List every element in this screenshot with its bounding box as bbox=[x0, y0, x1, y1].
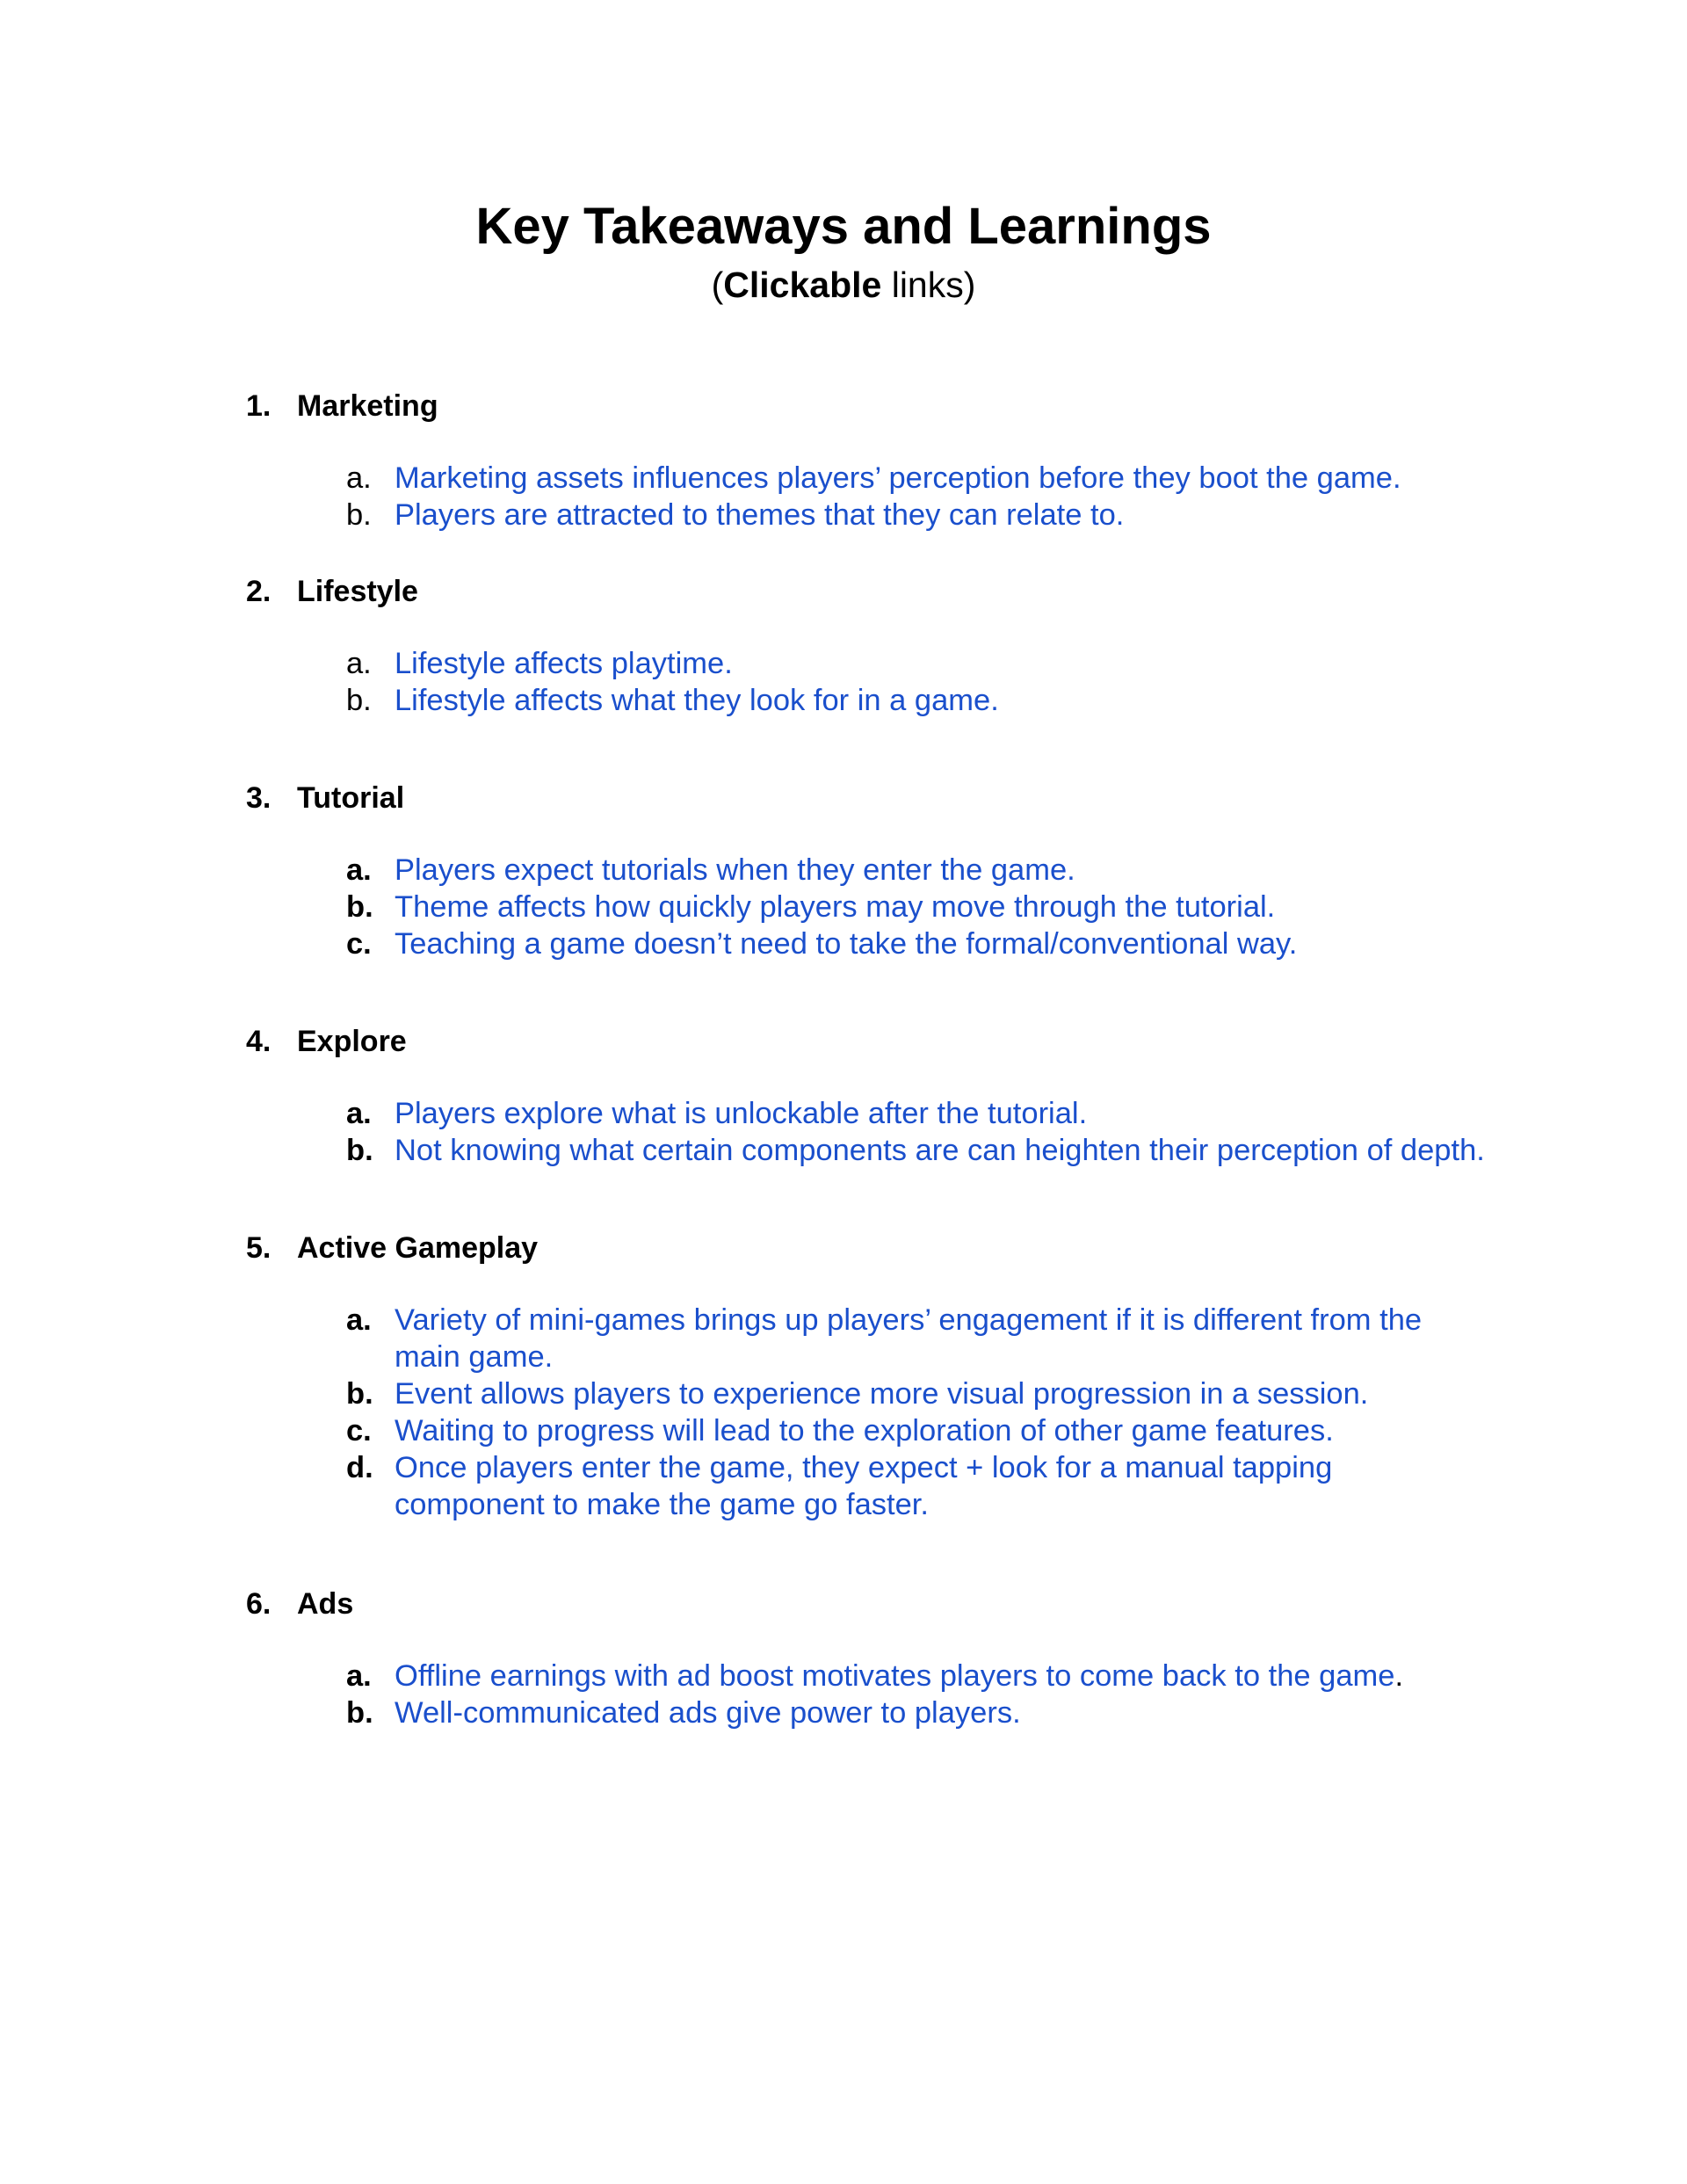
section-label: Explore bbox=[297, 1025, 407, 1058]
item-letter: a. bbox=[346, 1097, 372, 1130]
takeaway-link[interactable]: Variety of mini-games brings up players’ engagement if it is different from the main game. bbox=[395, 1303, 1423, 1374]
subtitle-open: ( bbox=[711, 265, 724, 305]
section-label: Active Gameplay bbox=[297, 1231, 539, 1265]
item-letter: b. bbox=[346, 684, 372, 717]
section-label: Marketing bbox=[297, 389, 438, 423]
section-number: 6. bbox=[246, 1587, 272, 1621]
takeaway-link[interactable]: Teaching a game doesn’t need to take the formal/conventional way. bbox=[395, 927, 1298, 961]
takeaway-link[interactable]: Players expect tutorials when they enter the game. bbox=[395, 853, 1075, 887]
item-letter: a. bbox=[346, 647, 372, 680]
takeaway-link[interactable]: Players explore what is unlockable after the tutorial. bbox=[395, 1097, 1088, 1130]
item-letter: d. bbox=[346, 1451, 373, 1484]
takeaway-link[interactable]: Once players enter the game, they expect + look for a manual tapping component to make the game go faster. bbox=[395, 1451, 1333, 1521]
item-letter: c. bbox=[346, 1414, 372, 1448]
item-letter: a. bbox=[346, 461, 372, 495]
subtitle-bold: Clickable bbox=[723, 265, 882, 305]
section-label: Ads bbox=[297, 1587, 354, 1621]
page-subtitle bbox=[0, 260, 1687, 309]
trailing-period: . bbox=[1394, 1659, 1404, 1693]
section-number: 3. bbox=[246, 781, 272, 815]
takeaway-link[interactable]: Event allows players to experience more visual progression in a session. bbox=[395, 1377, 1369, 1411]
section-label: Lifestyle bbox=[297, 575, 418, 608]
section-number: 2. bbox=[246, 575, 272, 608]
item-letter: b. bbox=[346, 1134, 373, 1167]
item-letter: b. bbox=[346, 1696, 373, 1730]
takeaway-link[interactable]: Well-communicated ads give power to players. bbox=[395, 1696, 1021, 1730]
section-number: 5. bbox=[246, 1231, 272, 1265]
section-number: 1. bbox=[246, 389, 272, 423]
takeaway-link[interactable]: Marketing assets influences players’ perception before they boot the game. bbox=[395, 461, 1401, 495]
takeaway-line bbox=[395, 1658, 1493, 1694]
item-letter: a. bbox=[346, 1303, 372, 1337]
item-letter: b. bbox=[346, 1377, 373, 1411]
takeaway-link[interactable]: Waiting to progress will lead to the exploration of other game features. bbox=[395, 1414, 1334, 1448]
page-title: Key Takeaways and Learnings bbox=[475, 198, 1212, 255]
takeaway-link[interactable]: Lifestyle affects what they look for in a game. bbox=[395, 684, 999, 717]
item-letter: a. bbox=[346, 1659, 372, 1693]
subtitle-rest: links) bbox=[881, 265, 976, 305]
item-letter: a. bbox=[346, 853, 372, 887]
item-letter: c. bbox=[346, 927, 372, 961]
item-letter: b. bbox=[346, 498, 372, 532]
section-number: 4. bbox=[246, 1025, 272, 1058]
takeaway-link[interactable]: Theme affects how quickly players may move through the tutorial. bbox=[395, 890, 1276, 924]
takeaway-link[interactable]: Offline earnings with ad boost motivates players to come back to the game bbox=[395, 1659, 1395, 1693]
takeaway-link[interactable]: Players are attracted to themes that they can relate to. bbox=[395, 498, 1125, 532]
section-label: Tutorial bbox=[297, 781, 405, 815]
item-letter: b. bbox=[346, 890, 373, 924]
takeaway-link[interactable]: Lifestyle affects playtime. bbox=[395, 647, 733, 680]
takeaway-link[interactable]: Not knowing what certain components are can heighten their perception of depth. bbox=[395, 1134, 1485, 1167]
